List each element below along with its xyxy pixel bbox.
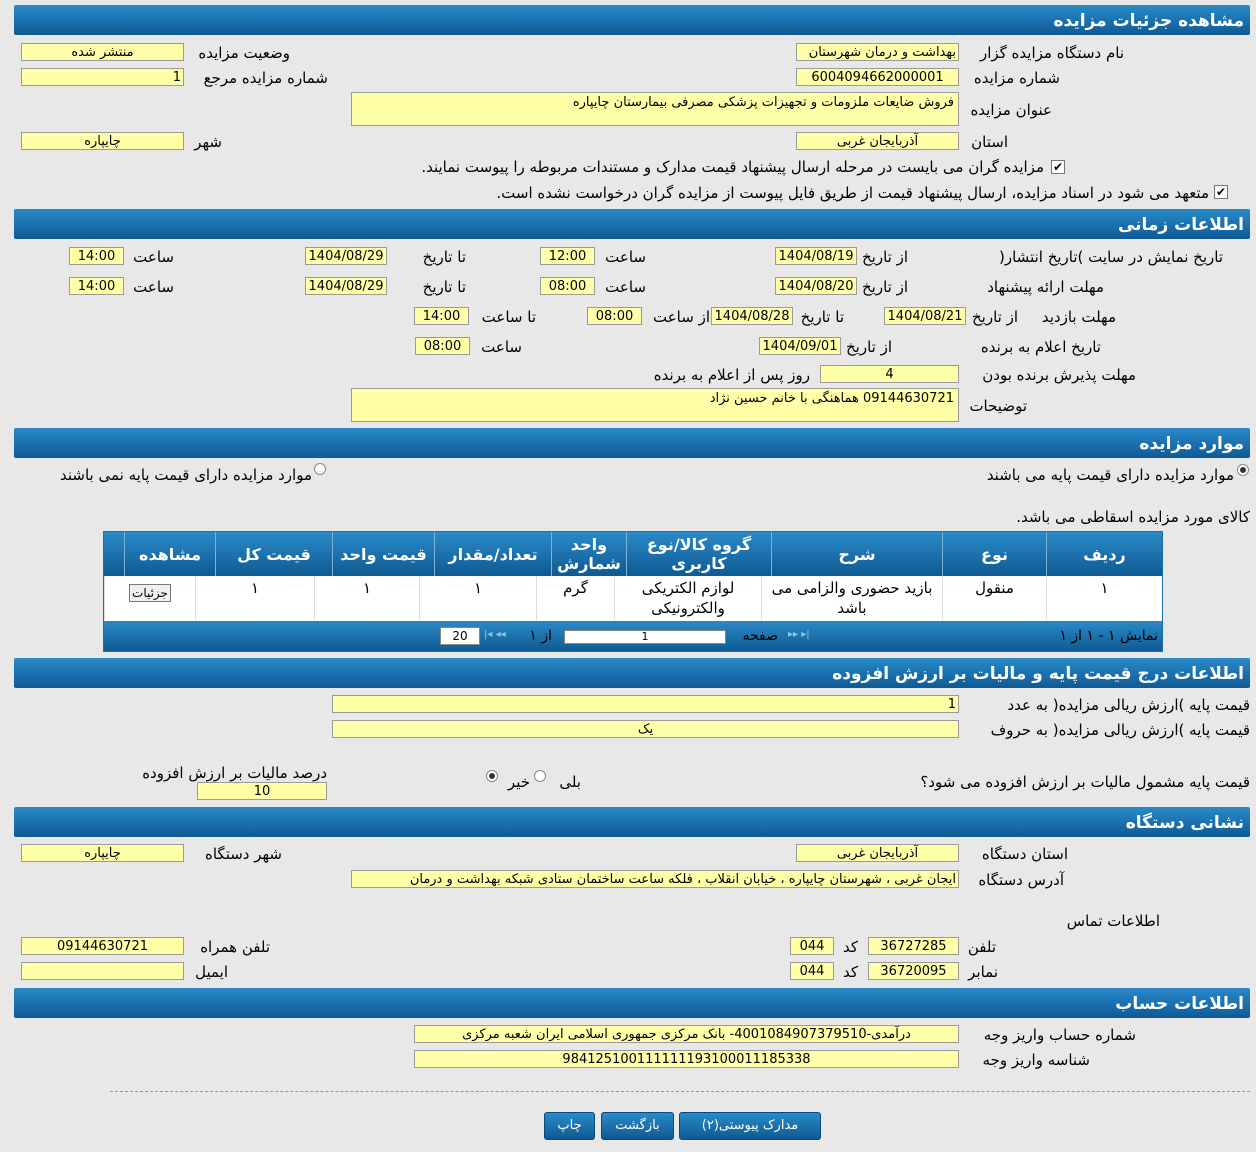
col-row-header: ردیف [1046, 532, 1162, 576]
cell-type: منقول [942, 576, 1046, 620]
visit-deadline-label: مهلت بازدید [1041, 308, 1116, 326]
col-type-header: نوع [942, 532, 1046, 576]
has-base-price-label: موارد مزایده دارای قیمت پایه می باشند [986, 466, 1234, 484]
offer-to-hour-label: ساعت [133, 278, 174, 296]
display-from-hour-label: ساعت [605, 248, 646, 266]
commit-checkbox[interactable]: ✔ [1215, 185, 1227, 199]
no-base-price-radio[interactable] [314, 463, 326, 475]
mobile-label: تلفن همراه [200, 938, 270, 956]
city-field[interactable]: چایپاره [21, 132, 184, 150]
offer-from-label: از تاریخ [861, 278, 908, 296]
email-label: ایمیل [195, 963, 228, 981]
offer-to-label: تا تاریخ [422, 278, 466, 296]
offer-to-hour-field[interactable]: 14:00 [69, 277, 124, 295]
visit-from-field[interactable]: 1404/08/21 [884, 307, 966, 325]
offer-to-field[interactable]: 1404/08/29 [305, 277, 387, 295]
visit-to-hour-field[interactable]: 14:00 [414, 307, 469, 325]
announce-from-field[interactable]: 1404/09/01 [759, 337, 841, 355]
cell-group: لوازم الکتریکی والکترونیکی [614, 576, 761, 620]
section-header-account: اطلاعات حساب [14, 988, 1250, 1018]
vat-no-label: خیر [507, 773, 530, 791]
title-field[interactable]: فروش ضایعات ملزومات و تجهیزات پزشکی مصرفی بیمارستان چایپاره [351, 92, 959, 126]
announce-hour-field[interactable]: 08:00 [415, 337, 470, 355]
cell-qty: ۱ [419, 576, 536, 620]
org-label: نام دستگاه مزایده گزار [979, 44, 1124, 62]
description-label: توضیحات [969, 397, 1027, 415]
col-qty-header: تعداد/مقدار [434, 532, 551, 576]
col-unit-header: واحد شمارش [551, 532, 626, 576]
vat-percent-label: درصد مالیات بر ارزش افزوده [142, 764, 327, 782]
commit-label: متعهد می شود در اسناد مزایده، ارسال پیشنهاد قیمت از طریق فایل پیوست از مزایده گران درخواست نشده است. [496, 184, 1209, 202]
pager-last-icon[interactable]: ▸▸ ▸| [788, 629, 810, 640]
display-from-label: از تاریخ [861, 248, 908, 266]
org-province-label: استان دستگاه [981, 845, 1068, 863]
accept-days-suffix: روز پس از اعلام به برنده [653, 366, 810, 384]
visit-to-field[interactable]: 1404/08/28 [711, 307, 793, 325]
org-city-label: شهر دستگاه [204, 845, 282, 863]
status-label: وضعیت مزایده [198, 44, 290, 62]
org-city-field[interactable]: چایپاره [21, 844, 184, 862]
section-header-details: مشاهده جزئیات مزایده [14, 5, 1250, 35]
vat-question-label: قیمت پایه مشمول مالیات بر ارزش افزوده می شود؟ [920, 773, 1250, 791]
visit-to-hour-label: تا ساعت [481, 308, 536, 326]
visit-to-label: تا تاریخ [800, 308, 844, 326]
announce-from-label: از تاریخ [845, 338, 892, 356]
attach-docs-checkbox[interactable]: ✔ [1052, 160, 1064, 174]
display-date-label: تاریخ نمایش در سایت )تاریخ انتشار( [999, 248, 1223, 266]
phone-field[interactable]: 36727285 [868, 937, 959, 955]
col-group-header: گروه کالا/نوع کاربری [626, 532, 771, 576]
display-from-field[interactable]: 1404/08/19 [775, 247, 857, 265]
cell-view [104, 576, 195, 620]
section-header-address: نشانی دستگاه [14, 807, 1250, 837]
cell-row: ۱ [1046, 576, 1162, 620]
cell-unit-price: ۱ [314, 576, 419, 620]
title-label: عنوان مزایده [970, 101, 1052, 119]
org-province-field[interactable]: آذربایجان غربی [796, 844, 959, 862]
phone-code-label: کد [842, 938, 858, 956]
fax-code-field[interactable]: 044 [790, 962, 834, 980]
cell-unit: گرم [536, 576, 614, 620]
ref-number-field[interactable]: 1 [21, 68, 184, 86]
section-header-items: موارد مزایده [14, 428, 1250, 458]
fax-label: نمابر [968, 963, 998, 981]
contact-info-label: اطلاعات تماس [1066, 912, 1160, 930]
has-base-price-radio[interactable] [1237, 464, 1249, 476]
items-grid [103, 531, 1163, 652]
bottom-separator [110, 1091, 1250, 1092]
base-price-number-field[interactable]: 1 [332, 695, 959, 713]
number-label: شماره مزایده [973, 69, 1060, 87]
section-header-time: اطلاعات زمانی [14, 209, 1250, 239]
base-price-number-label: قیمت پایه )ارزش ریالی مزایده( به عدد [1007, 696, 1250, 714]
phone-label: تلفن [967, 938, 996, 956]
pager-page-input[interactable]: 1 [564, 630, 726, 644]
cell-total: ۱ [195, 576, 314, 620]
col-total-header: قیمت کل [215, 532, 332, 576]
account-number-field[interactable]: درآمدی-4001084907379510- بانک مرکزی جمهوری اسلامی ایران شعبه مرکزی [414, 1025, 959, 1043]
ref-number-label: شماره مزایده مرجع [203, 69, 328, 87]
back-button[interactable]: بازگشت [601, 1112, 674, 1140]
display-to-hour-field[interactable]: 14:00 [69, 247, 124, 265]
base-price-words-label: قیمت پایه )ارزش ریالی مزایده( به حروف [990, 721, 1250, 739]
base-price-words-field[interactable]: یک [332, 720, 959, 738]
scrap-note: کالای مورد مزایده اسقاطی می باشد. [1016, 508, 1250, 526]
org-address-field[interactable]: ایجان غربی ، شهرستان چایپاره ، خیابان انقلاب ، فلکه ساعت ساختمان ستادی شبکه بهداشت و درمان [351, 870, 959, 888]
accept-days-field[interactable]: 4 [820, 365, 959, 383]
vat-yes-label: بلی [559, 773, 581, 791]
visit-from-hour-label: از ساعت [653, 308, 710, 326]
attach-docs-label: مزایده گران می بایست در مرحله ارسال پیشنهاد قیمت مدارک و مستندات مربوطه را پیوست نمایند. [421, 158, 1044, 176]
cell-desc: بازید حضوری والزامی می باشد [761, 576, 942, 620]
announce-label: تاریخ اعلام به برنده [980, 338, 1101, 356]
mobile-field[interactable]: 09144630721 [21, 937, 184, 955]
accept-deadline-label: مهلت پذیرش برنده بودن [982, 366, 1136, 384]
province-field[interactable]: آذربایجان غربی [796, 132, 959, 150]
display-to-field[interactable]: 1404/08/29 [305, 247, 387, 265]
offer-from-field[interactable]: 1404/08/20 [775, 277, 857, 295]
fax-code-label: کد [842, 963, 858, 981]
pager-page-label: صفحه [742, 628, 778, 644]
section-header-price: اطلاعات درج قیمت پایه و مالیات بر ارزش افزوده [14, 658, 1250, 688]
col-view-header: مشاهده [124, 532, 215, 576]
announce-hour-label: ساعت [481, 338, 522, 356]
grid-pager [104, 621, 1162, 651]
col-unit-price-header: قیمت واحد [332, 532, 434, 576]
pager-of: از ۱ [529, 628, 552, 644]
visit-from-hour-field[interactable]: 08:00 [587, 307, 642, 325]
vat-yes-radio[interactable] [534, 770, 546, 782]
visit-from-label: از تاریخ [971, 308, 1018, 326]
display-from-hour-field[interactable]: 12:00 [540, 247, 595, 265]
col-desc-header: شرح [771, 532, 942, 576]
province-label: استان [971, 133, 1008, 151]
city-label: شهر [194, 133, 222, 151]
details-button[interactable]: جزئیات [129, 584, 171, 602]
display-to-label: تا تاریخ [422, 248, 466, 266]
org-field[interactable]: بهداشت و درمان شهرستان [796, 43, 959, 61]
pager-first-icon[interactable]: |◂ ◂◂ [484, 629, 506, 640]
attachments-button[interactable]: مدارک پیوستی(۲) [679, 1112, 821, 1140]
no-base-price-label: موارد مزایده دارای قیمت پایه نمی باشند [60, 466, 312, 484]
email-field[interactable] [21, 962, 184, 980]
pager-size-input[interactable]: 20 [440, 627, 480, 645]
payment-id-field[interactable]: 984125100111111193100011185338 [414, 1050, 959, 1068]
offer-from-hour-label: ساعت [605, 278, 646, 296]
pager-count: نمایش ۱ - ۱ از ۱ [1059, 628, 1158, 644]
offer-deadline-label: مهلت ارائه پیشنهاد [987, 278, 1104, 296]
number-field[interactable]: 6004094662000001 [796, 68, 959, 86]
vat-no-radio[interactable] [486, 770, 498, 782]
offer-from-hour-field[interactable]: 08:00 [540, 277, 595, 295]
phone-code-field[interactable]: 044 [790, 937, 834, 955]
status-field[interactable]: منتشر شده [21, 43, 184, 61]
print-button[interactable]: چاپ [544, 1112, 595, 1140]
payment-id-label: شناسه واریز وجه [982, 1051, 1090, 1069]
fax-field[interactable]: 36720095 [868, 962, 959, 980]
vat-percent-field[interactable]: 10 [197, 782, 327, 800]
org-address-label: آدرس دستگاه [978, 871, 1064, 889]
description-field[interactable]: 09144630721 هماهنگی با خانم حسین نژاد [351, 388, 959, 422]
account-number-label: شماره حساب واریز وجه [983, 1026, 1136, 1044]
display-to-hour-label: ساعت [133, 248, 174, 266]
